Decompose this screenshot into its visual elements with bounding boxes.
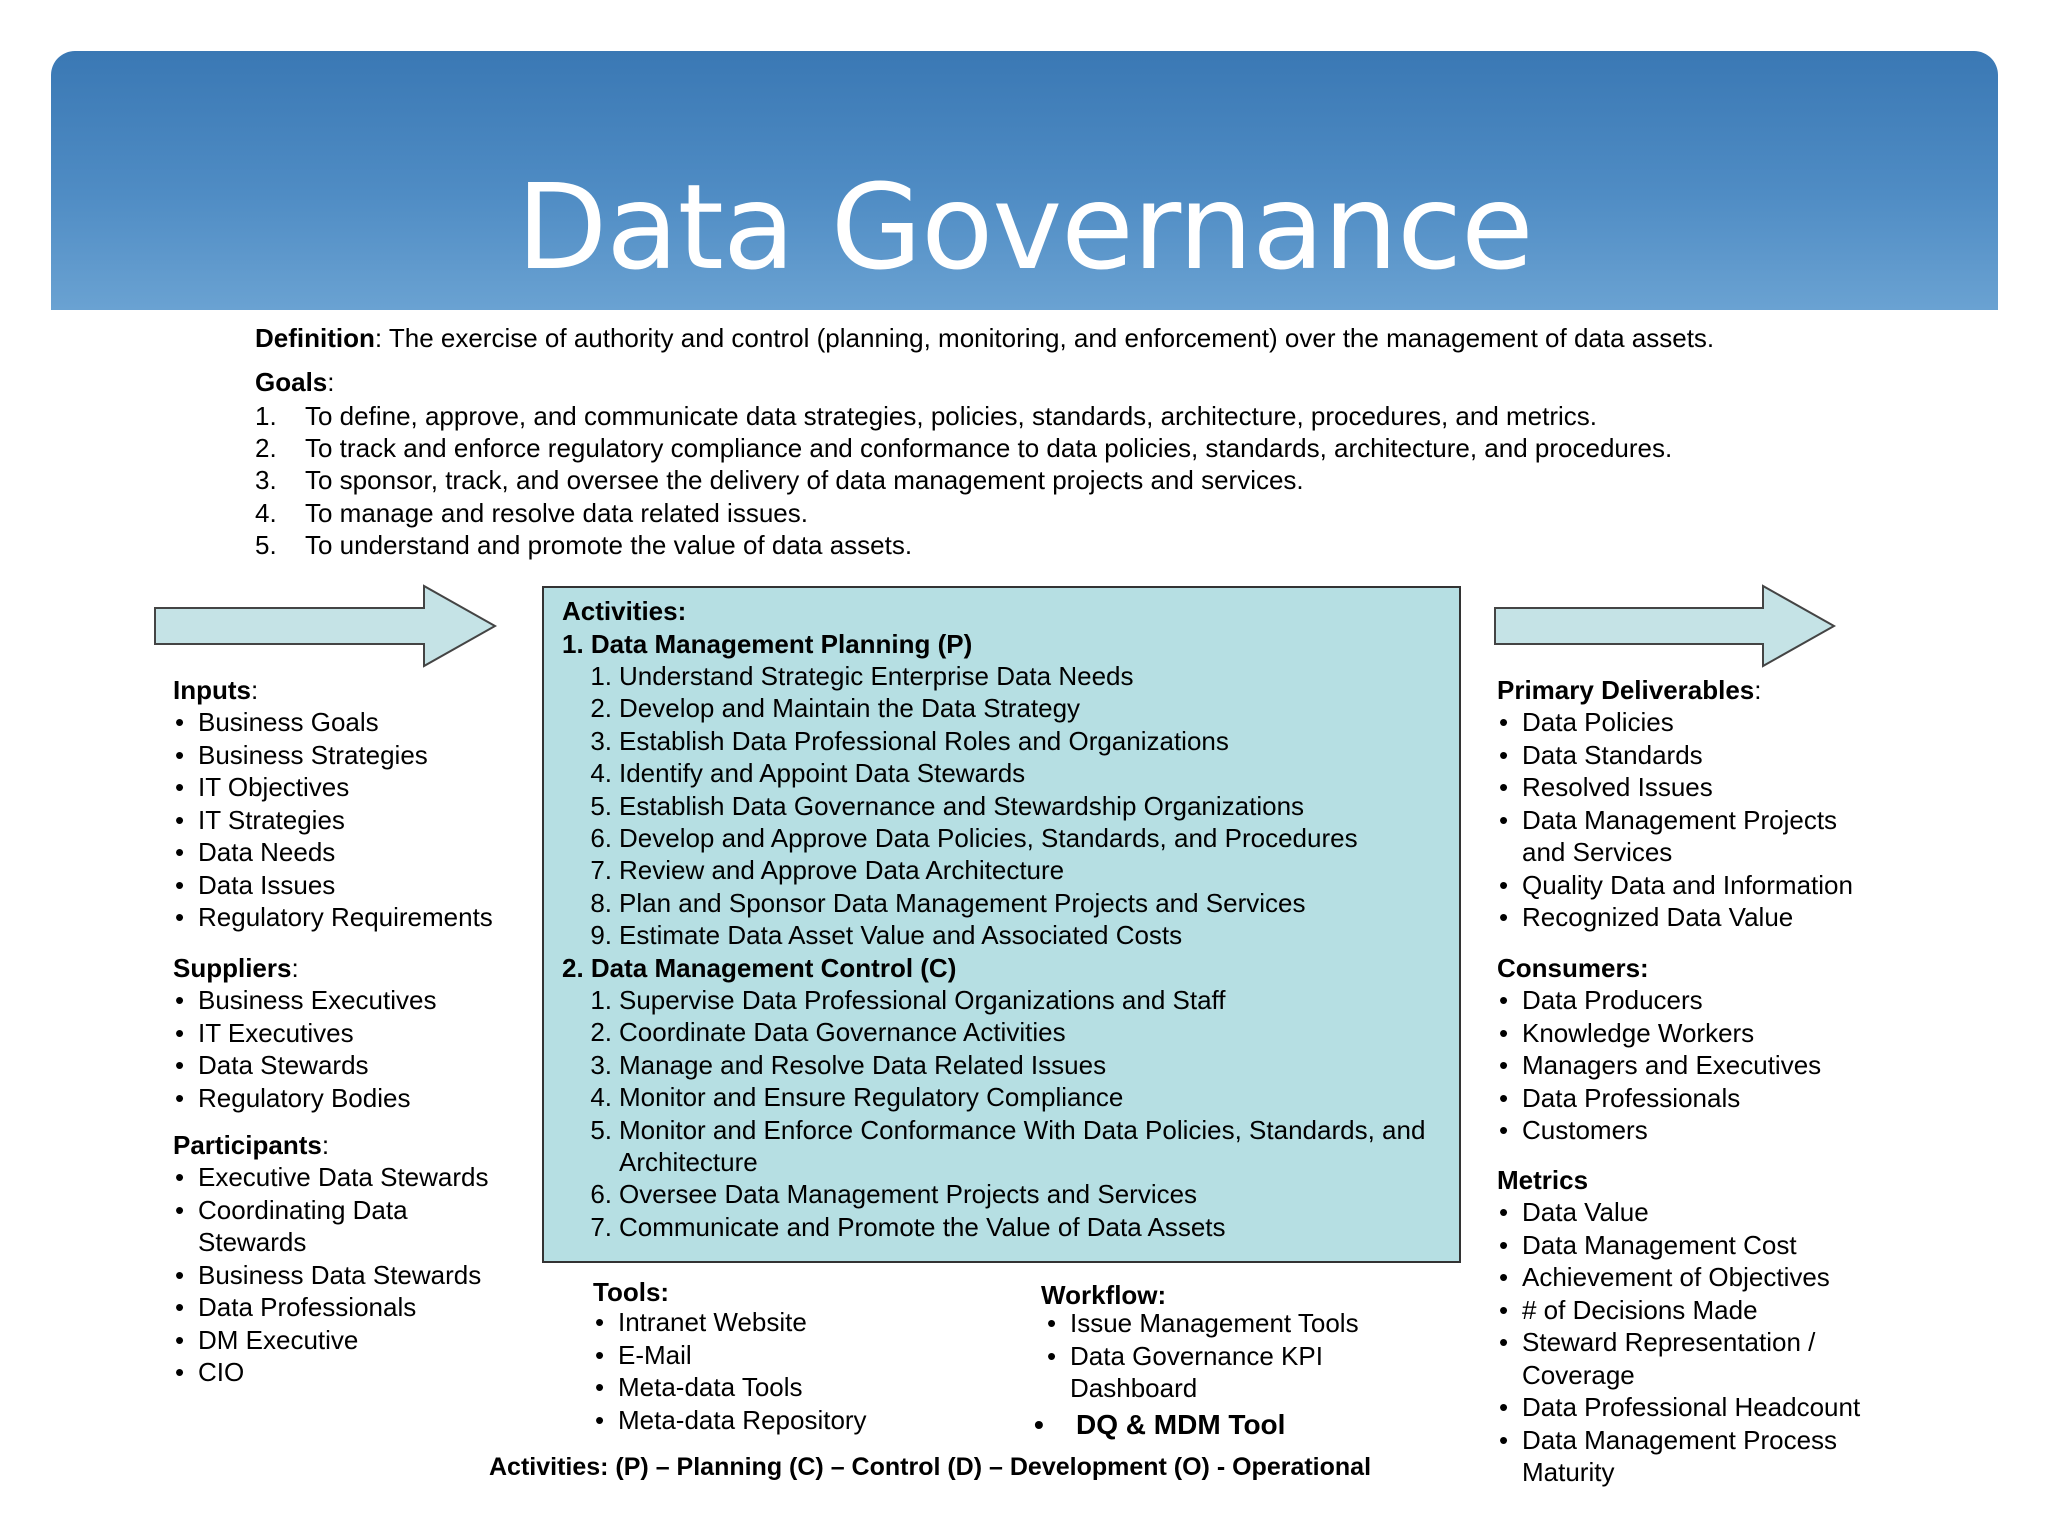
list-item: • Data Management Cost	[1497, 1229, 1862, 1262]
participants-heading: Participants:	[173, 1130, 330, 1160]
deliverables-heading: Primary Deliverables:	[1497, 675, 1762, 705]
list-item: • Business Data Stewards	[173, 1259, 488, 1292]
list-item: 2. Coordinate Data Governance Activities	[590, 1017, 1066, 1048]
list-item: • Data Management Process Maturity	[1497, 1424, 1862, 1489]
list-item: • # of Decisions Made	[1497, 1294, 1862, 1327]
list-item: 4. Identify and Appoint Data Stewards	[590, 758, 1026, 789]
list-item: 7. Communicate and Promote the Value of Data Assets	[590, 1211, 1226, 1242]
tools-list	[593, 1306, 867, 1436]
consumers-heading: Consumers:	[1497, 953, 1649, 983]
list-item: 3. Establish Data Professional Roles and Organizations	[590, 725, 1229, 756]
activity-legend: Activities: (P) – Planning (C) – Control (D) – Development (O) - Operational	[489, 1453, 1372, 1481]
inputs-heading: Inputs:	[173, 675, 259, 705]
list-item: • Business Goals	[173, 706, 493, 739]
participants-list	[173, 1161, 488, 1389]
deliverables-list	[1497, 706, 1882, 934]
control-heading: 2. Data Management Control (C)	[562, 953, 957, 983]
list-item: • Business Executives	[173, 984, 436, 1017]
definition-text: : The exercise of authority and control (planning, monitoring, and enforcement) over the management of data assets.	[374, 323, 1715, 353]
list-item: • Executive Data Stewards	[173, 1161, 488, 1194]
list-item: • CIO	[173, 1356, 488, 1389]
activities-box	[542, 586, 1461, 1263]
list-item: 7. Review and Approve Data Architecture	[590, 855, 1065, 886]
goal-item: 1. To define, approve, and communicate data strategies, policies, standards, architecture, procedures, and metrics.	[255, 401, 1598, 431]
workflow-extra: • DQ & MDM Tool	[1034, 1409, 1286, 1440]
list-item: • Intranet Website	[593, 1306, 867, 1339]
goal-item: 2. To track and enforce regulatory compliance and conformance to data policies, standards, architecture, and procedures.	[255, 433, 1673, 463]
list-item: 9. Estimate Data Asset Value and Associated Costs	[590, 920, 1183, 951]
list-item: 5. Monitor and Enforce Conformance With Data Policies, Standards, and Architecture	[590, 1114, 1426, 1178]
slide-title: Data Governance	[516, 158, 1533, 296]
definition-label: Definition	[255, 323, 375, 353]
goal-item: 4. To manage and resolve data related issues.	[255, 498, 808, 528]
activities-heading: Activities:	[562, 596, 687, 626]
goal-item: 5. To understand and promote the value of data assets.	[255, 530, 913, 560]
list-item: 5. Establish Data Governance and Stewardship Organizations	[590, 790, 1305, 821]
inputs-list	[173, 706, 493, 934]
list-item: • Regulatory Bodies	[173, 1082, 436, 1115]
list-item: • Knowledge Workers	[1497, 1017, 1821, 1050]
list-item: 2. Develop and Maintain the Data Strategy	[590, 693, 1081, 724]
list-item: • Meta-data Tools	[593, 1371, 867, 1404]
list-item: • Regulatory Requirements	[173, 901, 493, 934]
list-item: • Data Professional Headcount	[1497, 1391, 1862, 1424]
list-item: • Data Issues	[173, 869, 493, 902]
list-item: • Data Stewards	[173, 1049, 436, 1082]
input-arrow-icon	[150, 583, 500, 669]
list-item: 3. Manage and Resolve Data Related Issues	[590, 1049, 1107, 1080]
list-item: • Data Professionals	[173, 1291, 488, 1324]
list-item: • Resolved Issues	[1497, 771, 1882, 804]
list-item: • Quality Data and Information	[1497, 869, 1882, 902]
consumers-list	[1497, 984, 1821, 1147]
list-item: • Data Needs	[173, 836, 493, 869]
list-item: • Coordinating Data Stewards	[173, 1194, 428, 1259]
list-item: • Data Management Projects and Services	[1497, 804, 1882, 869]
control-list	[572, 984, 1439, 1243]
list-item: • Achievement of Objectives	[1497, 1261, 1862, 1294]
list-item: 1. Understand Strategic Enterprise Data Needs	[590, 661, 1134, 691]
list-item: • DM Executive	[173, 1324, 488, 1357]
output-arrow-icon	[1490, 583, 1840, 669]
list-item: • Business Strategies	[173, 739, 493, 772]
definition	[255, 322, 1714, 354]
list-item: 6. Oversee Data Management Projects and Services	[590, 1179, 1198, 1210]
metrics-list	[1497, 1196, 1862, 1489]
list-item: • Data Producers	[1497, 984, 1821, 1017]
title-banner	[51, 51, 1998, 310]
list-item: • Managers and Executives	[1497, 1049, 1821, 1082]
list-item: • Issue Management Tools	[1045, 1307, 1370, 1340]
list-item: 6. Develop and Approve Data Policies, Standards, and Procedures	[590, 823, 1358, 854]
metrics-heading: Metrics	[1497, 1165, 1589, 1195]
list-item: 4. Monitor and Ensure Regulatory Compliance	[590, 1082, 1124, 1113]
list-item: 1. Supervise Data Professional Organizations and Staff	[590, 985, 1226, 1015]
goal-item: 3. To sponsor, track, and oversee the delivery of data management projects and services.	[255, 465, 1304, 495]
list-item: • Data Value	[1497, 1196, 1862, 1229]
list-item: • Data Standards	[1497, 739, 1882, 772]
list-item: • Data Professionals	[1497, 1082, 1821, 1115]
list-item: • IT Executives	[173, 1017, 436, 1050]
list-item: • IT Strategies	[173, 804, 493, 837]
list-item: • Customers	[1497, 1114, 1821, 1147]
list-item: • Data Governance KPI Dashboard	[1045, 1340, 1370, 1405]
planning-heading: 1. Data Management Planning (P)	[562, 629, 973, 659]
workflow-heading: Workflow:	[1041, 1280, 1167, 1310]
list-item: • Recognized Data Value	[1497, 901, 1882, 934]
workflow-list	[1045, 1307, 1370, 1405]
planning-list	[572, 660, 1358, 952]
list-item: • Data Policies	[1497, 706, 1882, 739]
list-item: • IT Objectives	[173, 771, 493, 804]
list-item: • Meta-data Repository	[593, 1404, 867, 1437]
list-item: • Steward Representation / Coverage	[1497, 1326, 1862, 1391]
goals-heading: Goals:	[255, 367, 335, 397]
suppliers-heading: Suppliers:	[173, 953, 299, 983]
tools-heading: Tools:	[593, 1277, 670, 1307]
list-item: 8. Plan and Sponsor Data Management Projects and Services	[590, 887, 1306, 918]
list-item: • E-Mail	[593, 1339, 867, 1372]
suppliers-list	[173, 984, 436, 1114]
